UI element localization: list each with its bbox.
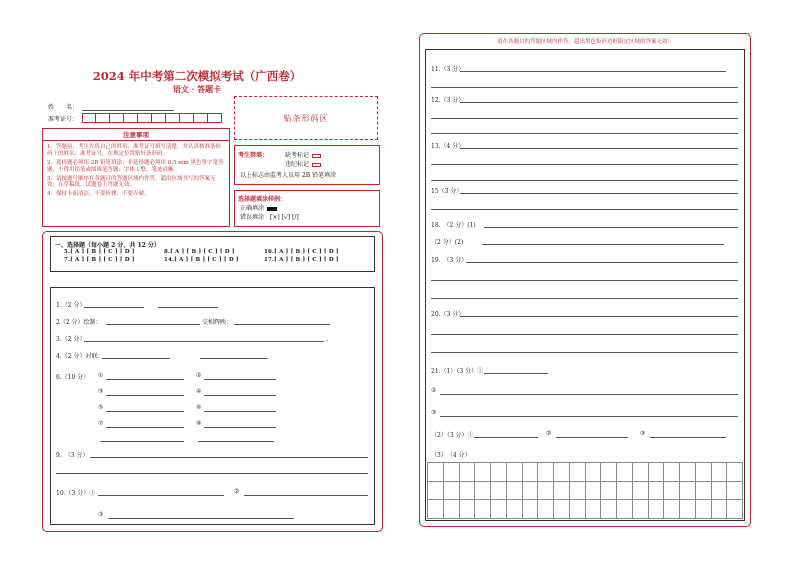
grid-cell[interactable] <box>601 482 617 501</box>
grid-cell[interactable] <box>554 482 570 501</box>
q19-label: 19. （3 分） <box>431 257 468 264</box>
warning-text: 请在各题目的答题区域内作答，超出黑色矩形边框限定区域的答案无效！ <box>496 39 673 45</box>
q6-item-2: ② <box>196 372 202 379</box>
q4-answer-2[interactable] <box>200 358 268 359</box>
q12-label: 12.（3 分） <box>431 97 465 104</box>
q12-line-1[interactable] <box>460 102 738 103</box>
grid-cell[interactable] <box>491 500 507 519</box>
q6-item-6: ⑥ <box>196 404 202 411</box>
grid-cell[interactable] <box>649 463 665 482</box>
grid-cell[interactable] <box>727 500 743 519</box>
q13-label: 13.（4 分） <box>431 143 465 150</box>
grid-cell[interactable] <box>523 500 539 519</box>
name-field[interactable] <box>82 110 174 111</box>
grid-cell[interactable] <box>428 463 444 482</box>
choice-title: 一、选择题（每小题 2 分，共 12 分） <box>55 242 160 249</box>
q21c-label: （3） （4 分） <box>431 452 471 459</box>
grid-cell[interactable] <box>680 463 696 482</box>
q2-answer-2[interactable] <box>234 324 330 325</box>
grid-cell[interactable] <box>664 463 680 482</box>
q18-line-2[interactable] <box>482 244 724 245</box>
q21b-line-3[interactable] <box>650 437 726 438</box>
q20-line-1[interactable] <box>460 316 738 317</box>
grid-cell[interactable] <box>538 500 554 519</box>
q10-item-2: ② <box>234 488 240 495</box>
grid-cell[interactable] <box>696 482 712 501</box>
q6-answer-5[interactable] <box>106 411 184 412</box>
q6-item-1: ① <box>98 372 104 379</box>
grid-cell[interactable] <box>554 463 570 482</box>
grid-cell[interactable] <box>617 463 633 482</box>
q2b-label: 交相辉映： <box>202 319 233 326</box>
q10-item-3: ③ <box>98 511 104 518</box>
q4-label: 4.（2 分）对联： <box>56 353 104 360</box>
notes-title: 注意事项 <box>43 129 229 141</box>
q11-line-1[interactable] <box>460 71 726 72</box>
grid-cell[interactable] <box>507 500 523 519</box>
grid-cell[interactable] <box>538 482 554 501</box>
q3-end: 。 <box>326 336 333 343</box>
q21-item-3: ③ <box>431 409 437 416</box>
grid-cell[interactable] <box>460 500 476 519</box>
fill-example-title: 选择题填涂样例： <box>238 196 287 203</box>
choice-q14[interactable]: 14.[ A ] [ B ] [ C ] [ D ] <box>164 257 239 263</box>
grid-cell[interactable] <box>444 482 460 501</box>
grid-cell[interactable] <box>538 463 554 482</box>
grid-cell[interactable] <box>664 500 680 519</box>
writing-grid[interactable] <box>427 462 743 519</box>
grid-cell[interactable] <box>491 482 507 501</box>
note-item: 4．保持卡面清洁，不要折叠、不要弄破。 <box>47 191 150 198</box>
grid-cell[interactable] <box>586 482 602 501</box>
forbidden-box <box>234 145 380 185</box>
q1-answer-1[interactable] <box>84 307 144 308</box>
exam-title: 2024 年中考第二次模拟考试（广西卷） <box>92 69 302 83</box>
q19-line-3[interactable] <box>431 298 738 299</box>
q20-line-2[interactable] <box>431 334 738 335</box>
grid-cell[interactable] <box>727 463 743 482</box>
q6-answer-9[interactable] <box>100 441 184 442</box>
q4-answer-1[interactable] <box>102 358 170 359</box>
grid-cell[interactable] <box>633 482 649 501</box>
q10-answer-2[interactable] <box>244 495 368 496</box>
q11-label: 11.（3 分） <box>431 66 465 73</box>
q6-item-5: ⑤ <box>98 404 104 411</box>
grid-cell[interactable] <box>475 463 491 482</box>
grid-cell[interactable] <box>727 482 743 501</box>
q6-answer-3[interactable] <box>106 395 184 396</box>
grid-cell[interactable] <box>523 463 539 482</box>
q6-item-7: ⑦ <box>98 420 104 427</box>
choice-q8[interactable]: 8.[ A ] [ B ] [ C ] [ D ] <box>164 249 235 255</box>
choice-box <box>50 236 375 272</box>
grid-cell[interactable] <box>491 463 507 482</box>
grid-cell[interactable] <box>475 482 491 501</box>
q6-item-3: ③ <box>98 388 104 395</box>
grid-cell[interactable] <box>601 500 617 519</box>
grid-cell[interactable] <box>507 482 523 501</box>
q19-line-1[interactable] <box>466 262 738 263</box>
correct-fill: 正确填涂 <box>240 203 277 212</box>
grid-cell[interactable] <box>680 500 696 519</box>
note-item: 3．请按题号顺序在各题目的答题区域内作答，超出区域书写的答案无效；在草稿纸、试题卷上答题无效。 <box>47 175 216 189</box>
q20-label: 20.（3 分） <box>431 311 465 318</box>
q6-item-8: ⑧ <box>196 420 202 427</box>
q15-line-2[interactable] <box>431 209 738 210</box>
grid-cell[interactable] <box>428 500 444 519</box>
forbidden-note: 以上标志由监考人员用 2B 铅笔填涂 <box>240 172 337 179</box>
q21-line-2[interactable] <box>440 394 738 395</box>
grid-cell[interactable] <box>570 482 586 501</box>
q6-answer-4[interactable] <box>204 395 276 396</box>
grid-cell[interactable] <box>633 463 649 482</box>
forbidden-title: 考生禁填： <box>238 152 269 159</box>
q13-line-2[interactable] <box>431 164 738 165</box>
q6-answer-6[interactable] <box>204 411 276 412</box>
grid-cell[interactable] <box>601 463 617 482</box>
q11-line-2[interactable] <box>431 87 738 88</box>
grid-cell[interactable] <box>475 500 491 519</box>
grid-cell[interactable] <box>696 500 712 519</box>
q9-label: 9. （3 分） <box>56 452 89 459</box>
q10-answer-1[interactable] <box>98 495 224 496</box>
note-item: 1．答题前，考生先将自己的姓名、准考证号填写清楚，并认真核准条形码上的姓名、准考证号，在规定位置贴好条形码。 <box>47 144 222 157</box>
q6-answer-10[interactable] <box>198 441 274 442</box>
q12-line-3[interactable] <box>431 133 738 134</box>
grid-cell[interactable] <box>523 482 539 501</box>
q6-label: 6.（10 分） <box>56 374 90 381</box>
q2-answer-1[interactable] <box>106 324 200 325</box>
q19-line-2[interactable] <box>431 280 738 281</box>
choice-q16[interactable]: 16.[ A ] [ B ] [ C ] [ D ] <box>264 249 339 255</box>
q18-line-1[interactable] <box>484 227 738 228</box>
barcode-label: 贴条形码区 <box>283 113 329 123</box>
q3-label: 3.（2 分） <box>56 336 86 343</box>
grid-cell[interactable] <box>507 463 523 482</box>
notes-list <box>43 141 229 198</box>
q21b-line-2[interactable] <box>556 437 628 438</box>
grid-cell[interactable] <box>428 482 444 501</box>
grid-cell[interactable] <box>570 500 586 519</box>
q10-answer-3[interactable] <box>108 518 294 519</box>
q6-answer-1[interactable] <box>106 379 184 380</box>
q1-label: 1.（2 分） <box>56 302 86 309</box>
q15-line-1[interactable] <box>460 193 738 194</box>
violation-mark[interactable]: 违纪标记 <box>285 159 321 168</box>
grid-cell[interactable] <box>586 500 602 519</box>
grid-cell[interactable] <box>444 463 460 482</box>
grid-cell[interactable] <box>696 463 712 482</box>
missing-mark[interactable]: 缺考标记 <box>285 150 321 159</box>
q18-label: 18. （2 分）(1) <box>431 222 476 229</box>
exam-subtitle: 语文 · 答题卡 <box>172 84 222 94</box>
q21b-item-3: ③ <box>640 430 646 437</box>
q21-line-3[interactable] <box>440 416 738 417</box>
grid-cell[interactable] <box>617 482 633 501</box>
grid-cell[interactable] <box>586 463 602 482</box>
q13-line-1[interactable] <box>460 148 738 149</box>
q6-answer-7[interactable] <box>106 427 184 428</box>
grid-cell[interactable] <box>554 500 570 519</box>
q15-label: 15（3 分） <box>431 188 463 195</box>
q1-answer-2[interactable] <box>158 307 218 308</box>
q21b-item-2: ② <box>546 430 552 437</box>
q12-line-2[interactable] <box>431 118 738 119</box>
barcode-area <box>234 96 378 140</box>
q21b-label: （2）（3 分）① <box>431 432 474 439</box>
grid-cell[interactable] <box>712 500 728 519</box>
q3-answer[interactable] <box>84 341 324 342</box>
notes-box <box>42 128 230 227</box>
choice-q5[interactable]: 5.[ A ] [ B ] [ C ] [ D ] <box>64 249 135 255</box>
grid-cell[interactable] <box>444 500 460 519</box>
q13-line-3[interactable] <box>431 180 738 181</box>
grid-cell[interactable] <box>649 500 665 519</box>
choice-q7[interactable]: 7.[ A ] [ B ] [ C ] [ D ] <box>64 257 135 263</box>
q21b-line-1[interactable] <box>474 437 538 438</box>
grid-cell[interactable] <box>460 463 476 482</box>
q20-line-3[interactable] <box>431 352 738 353</box>
grid-cell[interactable] <box>460 482 476 501</box>
q6-item-4: ④ <box>196 388 202 395</box>
grid-cell[interactable] <box>617 500 633 519</box>
grid-cell[interactable] <box>680 482 696 501</box>
grid-cell[interactable] <box>712 463 728 482</box>
q21-item-2: ② <box>431 387 437 394</box>
grid-cell[interactable] <box>649 482 665 501</box>
q18b-label: （2 分）(2) <box>431 239 464 246</box>
q6-answer-8[interactable] <box>204 427 276 428</box>
note-item: 2．选择题必须用 2B 铅笔填涂；非选择题必须用 0.5 mm 黑色签字笔答题，不得用铅笔或圆珠笔答题；字体工整、笔迹清晰。 <box>47 159 224 173</box>
fill-example-box <box>234 190 380 227</box>
q10-label: 10.（3 分）① <box>56 490 96 497</box>
wrong-fill: 错误填涂 [×] [√] [/] <box>240 214 299 221</box>
grid-cell[interactable] <box>633 500 649 519</box>
grid-cell[interactable] <box>712 482 728 501</box>
q6-answer-2[interactable] <box>204 379 276 380</box>
id-label: 准考证号： <box>48 116 79 123</box>
q21-line-1[interactable] <box>484 373 548 374</box>
q9-answer-2[interactable] <box>56 473 368 474</box>
id-boxes[interactable] <box>82 113 222 123</box>
grid-cell[interactable] <box>570 463 586 482</box>
q2-label: 2（2 分）绘制： <box>56 319 102 326</box>
grid-cell[interactable] <box>664 482 680 501</box>
q21-label: 21.（1）（3 分）① <box>431 368 484 375</box>
name-label: 姓 名： <box>48 104 79 111</box>
choice-q17[interactable]: 17.[ A ] [ B ] [ C ] [ D ] <box>264 257 339 263</box>
right-questions-box <box>425 49 745 521</box>
q9-answer-1[interactable] <box>90 457 368 458</box>
